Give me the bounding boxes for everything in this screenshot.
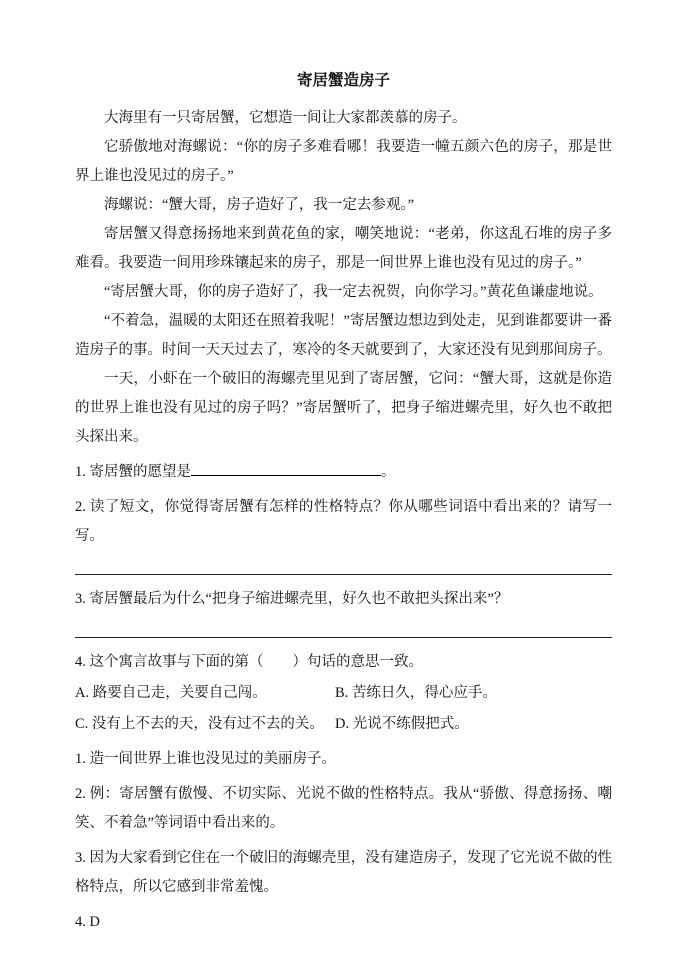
page-title: 寄居蟹造房子 — [296, 72, 390, 89]
story-section — [75, 104, 612, 452]
question-1-suffix: 。 — [381, 464, 396, 480]
answer-3: 3. 因为大家看到它住在一个破旧的海螺壳里，没有建造房子，发现了它光说不做的性格特点，所以它感到非常羞愧。 — [75, 850, 612, 895]
question-3-answer-line — [75, 614, 612, 638]
question-2-answer-line — [75, 551, 612, 575]
questions-section — [75, 458, 612, 739]
question-4: 4. 这个寓言故事与下面的第（ ）句话的意思一致。 — [75, 654, 423, 670]
question-2: 2. 读了短文，你觉得寄居蟹有怎样的性格特点？你从哪些词语中看出来的？请写一写。 — [75, 499, 612, 544]
question-1 — [75, 458, 612, 487]
story-paragraph-4: 寄居蟹又得意扬扬地来到黄花鱼的家，嘲笑地说：“老弟，你这乱石堆的房子多难看。我要造一间用珍珠镶起来的房子，那是一间世界上谁也没有见过的房子。” — [75, 226, 612, 271]
answer-4: 4. D — [75, 914, 100, 930]
question-1-blank-line — [191, 461, 381, 476]
story-paragraph-6: “不着急，温暖的太阳还在照着我呢！”寄居蟹边想边到处走，见到谁都要讲一番造房子的事。时间一天天过去了，寒冷的冬天就要到了，大家还没有见到那间房子。 — [75, 313, 612, 358]
answer-1: 1. 造一间世界上谁也没见过的美丽房子。 — [75, 751, 336, 767]
option-b: B. 苦练日久，得心应手。 — [335, 685, 497, 701]
story-paragraph-5: “寄居蟹大哥，你的房子造好了，我一定去祝贺，向你学习。”黄花鱼谦虚地说。 — [104, 284, 603, 300]
question-1-label: 1. 寄居蟹的愿望是 — [75, 464, 191, 480]
option-a: A. 路要自己走，关要自己闯。 — [75, 685, 267, 701]
story-paragraph-3: 海螺说：“蟹大哥，房子造好了，我一定去参观。” — [104, 197, 415, 213]
story-paragraph-2: 它骄傲地对海螺说：“你的房子多难看哪！我要造一幢五颜六色的房子，那是世界上谁也没见过的房子。” — [75, 139, 612, 184]
answer-2: 2. 例：寄居蟹有傲慢、不切实际、光说不做的性格特点。我从“骄傲、得意扬扬、嘲笑、不着急”等词语中看出来的。 — [75, 786, 612, 831]
options-row-cd — [75, 710, 612, 739]
story-paragraph-1: 大海里有一只寄居蟹，它想造一间让大家都羡慕的房子。 — [104, 110, 467, 126]
option-c: C. 没有上不去的天，没有过不去的关。 — [75, 716, 324, 732]
question-3: 3. 寄居蟹最后为什么“把身子缩进螺壳里，好久也不敢把头探出来”？ — [75, 591, 509, 607]
answers-section — [75, 745, 612, 937]
story-paragraph-7: 一天，小虾在一个破旧的海螺壳里见到了寄居蟹，它问：“蟹大哥，这就是你造的世界上谁也没有见过的房子吗？”寄居蟹听了，把身子缩进螺壳里，好久也不敢把头探出来。 — [75, 371, 612, 445]
options-row-ab — [75, 679, 612, 708]
option-d: D. 光说不练假把式。 — [335, 716, 469, 732]
